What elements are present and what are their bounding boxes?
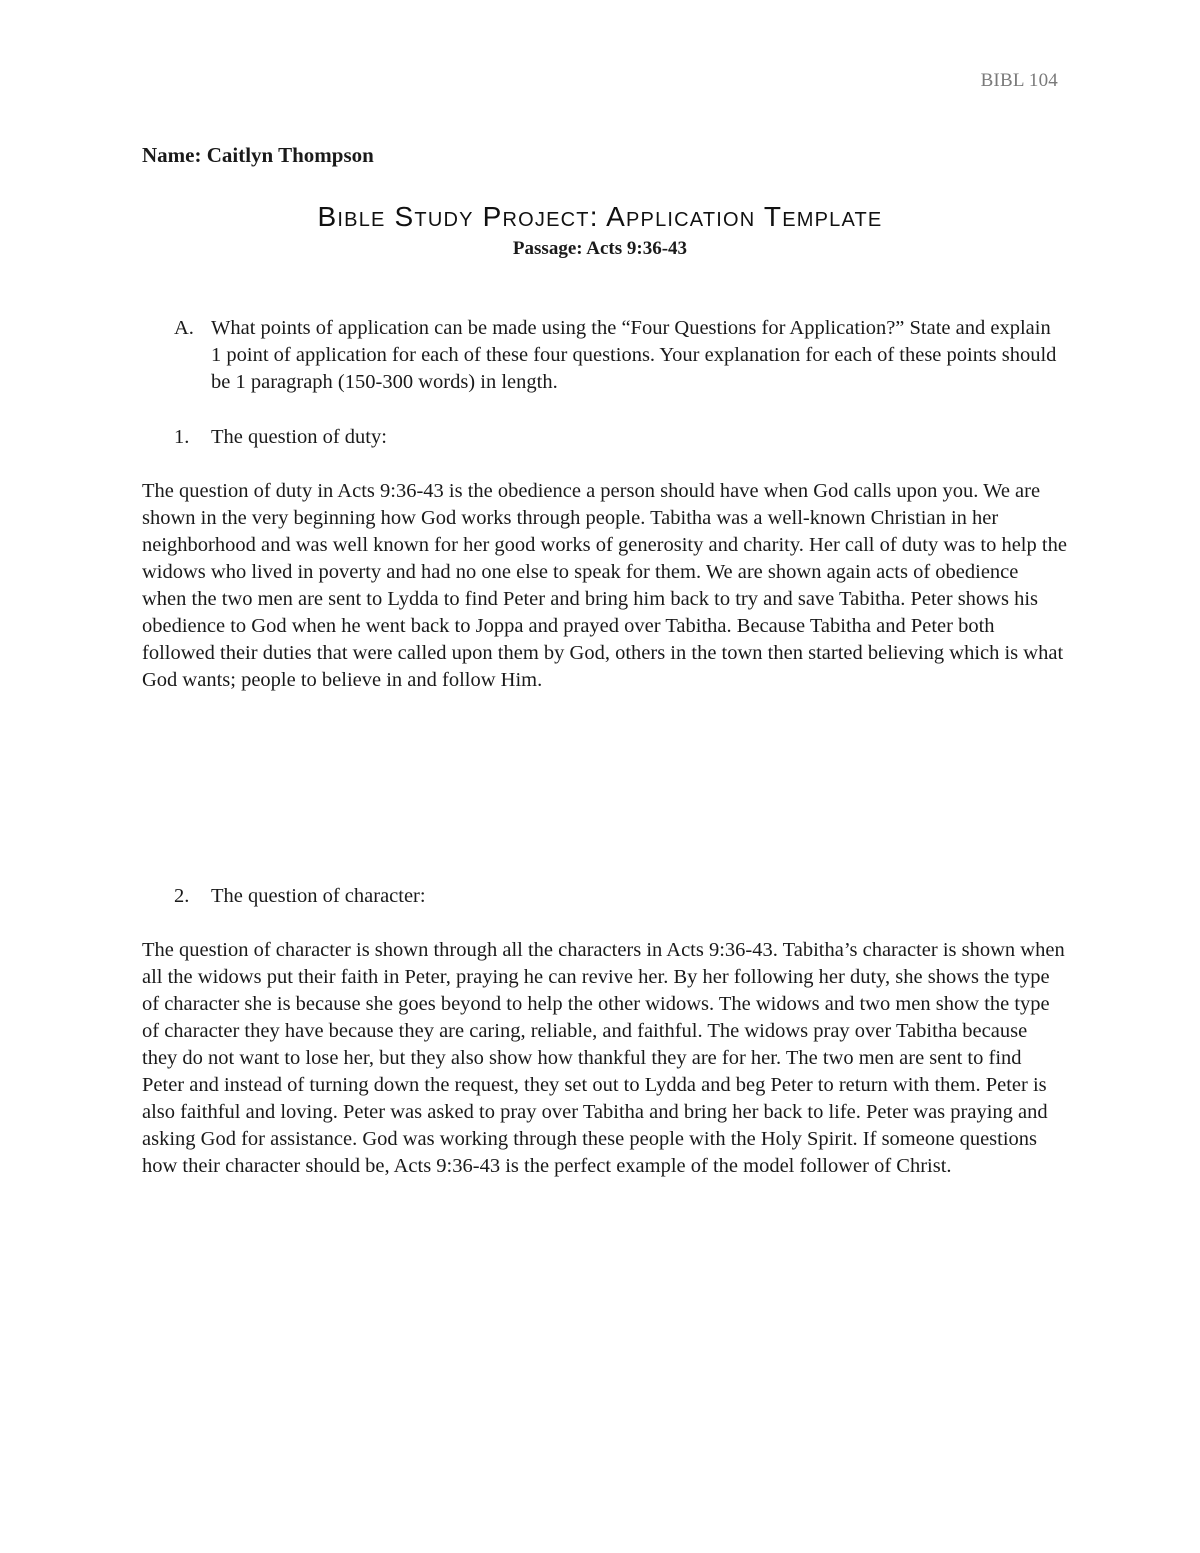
- question-1-marker: 1.: [174, 426, 190, 448]
- document-title: Bible Study Project: Application Template: [317, 201, 883, 232]
- question-character-heading: [174, 883, 674, 910]
- student-name: Name: Caitlyn Thompson: [142, 143, 374, 167]
- question-2-marker: 2.: [174, 885, 190, 907]
- title-block: [0, 200, 1200, 262]
- section-a-marker: A.: [174, 317, 194, 339]
- course-code-header: BIBL 104: [980, 70, 1058, 91]
- answer-character-paragraph: The question of character is shown through all the characters in Acts 9:36-43. Tabitha’s character is shown when all the widows put their faith in Peter, praying he can revive her. By her following her duty, she shows the type of character she is because she goes beyond to help the other widows. The widows and two men show the type of character they have because they are caring, reliable, and faithful. The widows pray over Tabitha because they do not want to lose her, but they also show how thankful they are for her. The two men are sent to find Peter and instead of turning down the request, they set out to Lydda and beg Peter to return with them. Peter is also faithful and loving. Peter was asked to pray over Tabitha and bring her back to life. Peter was praying and asking God for assistance. God was working through these people with the Holy Spirit. If someone questions how their character should be, Acts 9:36-43 is the perfect example of the model follower of Christ.: [142, 939, 1065, 1177]
- passage-reference: Passage: Acts 9:36-43: [512, 238, 688, 259]
- answer-duty-paragraph: The question of duty in Acts 9:36-43 is the obedience a person should have when God calls upon you. We are shown in the very beginning how God works through people. Tabitha was a well-known Christian in her neighborhood and was well known for her good works of generosity and charity. Her call of duty was to help the widows who lived in poverty and had no one else to speak for them. We are shown again acts of obedience when the two men are sent to Lydda to find Peter and bring him back to try and save Tabitha. Peter shows his obedience to God when he went back to Joppa and prayed over Tabitha. Because Tabitha and Peter both followed their duties that were called upon them by God, others in the town then started believing which is what God wants; people to believe in and follow Him.: [142, 480, 1067, 691]
- question-1-label: The question of duty:: [211, 426, 387, 448]
- question-duty-heading: [174, 424, 674, 451]
- section-a-text: What points of application can be made using the “Four Questions for Application?” State and explain 1 point of application for each of these four questions. Your explanation for each of these points should be 1 paragraph (150-300 words) in length.: [211, 317, 1057, 393]
- section-a-prompt: [174, 315, 1064, 397]
- question-2-label: The question of character:: [211, 885, 426, 907]
